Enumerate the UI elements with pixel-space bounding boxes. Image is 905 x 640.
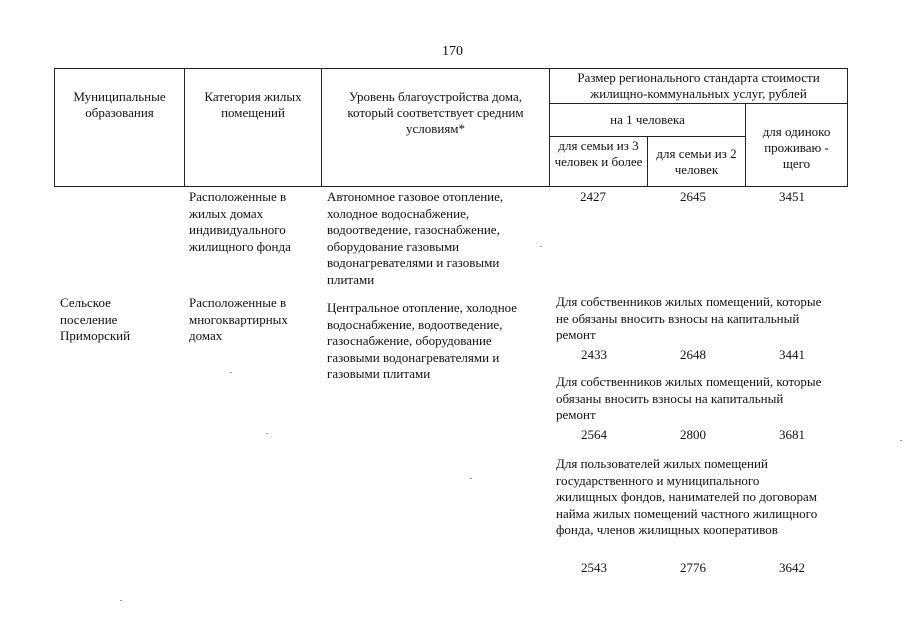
row1-category: Расположенные в жилых домах индивидуального жилищного фонда <box>189 189 291 254</box>
group1-value-family2: 2648 <box>680 347 706 362</box>
group3-value-family2: 2776 <box>680 560 706 575</box>
row2-municipality: Сельское поселение Приморский <box>60 295 131 343</box>
page-number: 170 <box>442 44 463 59</box>
group3-value-single: 3642 <box>779 560 805 575</box>
row1-value-family2: 2645 <box>680 189 706 204</box>
group3-value-family3: 2543 <box>581 560 607 575</box>
group2-label: Для собственников жилых помещений, которые обязаны вносить взносы на капитальный ремонт <box>556 374 822 422</box>
header-family-2: для семьи из 2 человек <box>648 137 746 187</box>
row1-value-single: 3451 <box>779 189 805 204</box>
scan-speck <box>266 433 268 434</box>
group2-value-family3: 2564 <box>581 427 607 442</box>
scan-speck <box>900 440 902 441</box>
header-municipality: Муниципальные образования <box>55 69 185 187</box>
group1-value-family3: 2433 <box>581 347 607 362</box>
group3-label: Для пользователей жилых помещений государственного и муниципального жилищных фондов, нанимателей по договорам найма жилых помещений частного жилищного фонда, членов жилищных кооперативов <box>556 456 818 537</box>
group1-value-single: 3441 <box>779 347 805 362</box>
scan-speck <box>120 600 122 601</box>
scan-speck <box>470 478 472 479</box>
group1-label: Для собственников жилых помещений, которые не обязаны вносить взносы на капитальный ремонт <box>556 294 822 342</box>
header-family-3: для семьи из 3 человек и более <box>550 137 648 187</box>
group2-value-single: 3681 <box>779 427 805 442</box>
group2-value-family2: 2800 <box>680 427 706 442</box>
header-standard-size: Размер регионального стандарта стоимости жилищно-коммунальных услуг, рублей <box>550 69 848 104</box>
header-category: Категория жилых помещений <box>185 69 322 187</box>
header-per-person: на 1 человека <box>550 104 746 137</box>
row1-level: Автономное газовое отопление, холодное водоснабжение, водоотведение, газоснабжение, оборудование газовыми водонагревателями и газовыми плитами <box>327 189 504 287</box>
scan-speck <box>230 372 232 373</box>
row1-value-family3: 2427 <box>580 189 606 204</box>
scan-speck <box>540 246 542 247</box>
header-level: Уровень благоустройства дома, который соответствует средним условиям* <box>322 69 550 187</box>
row2-level: Центральное отопление, холодное водоснабжение, водоотведение, газоснабжение, оборудование газовыми водонагревателями и газовыми плитами <box>327 300 518 381</box>
header-single: для одиноко проживаю - щего <box>746 104 848 187</box>
row2-category: Расположенные в многоквартирных домах <box>189 295 288 343</box>
table-header <box>54 68 847 187</box>
